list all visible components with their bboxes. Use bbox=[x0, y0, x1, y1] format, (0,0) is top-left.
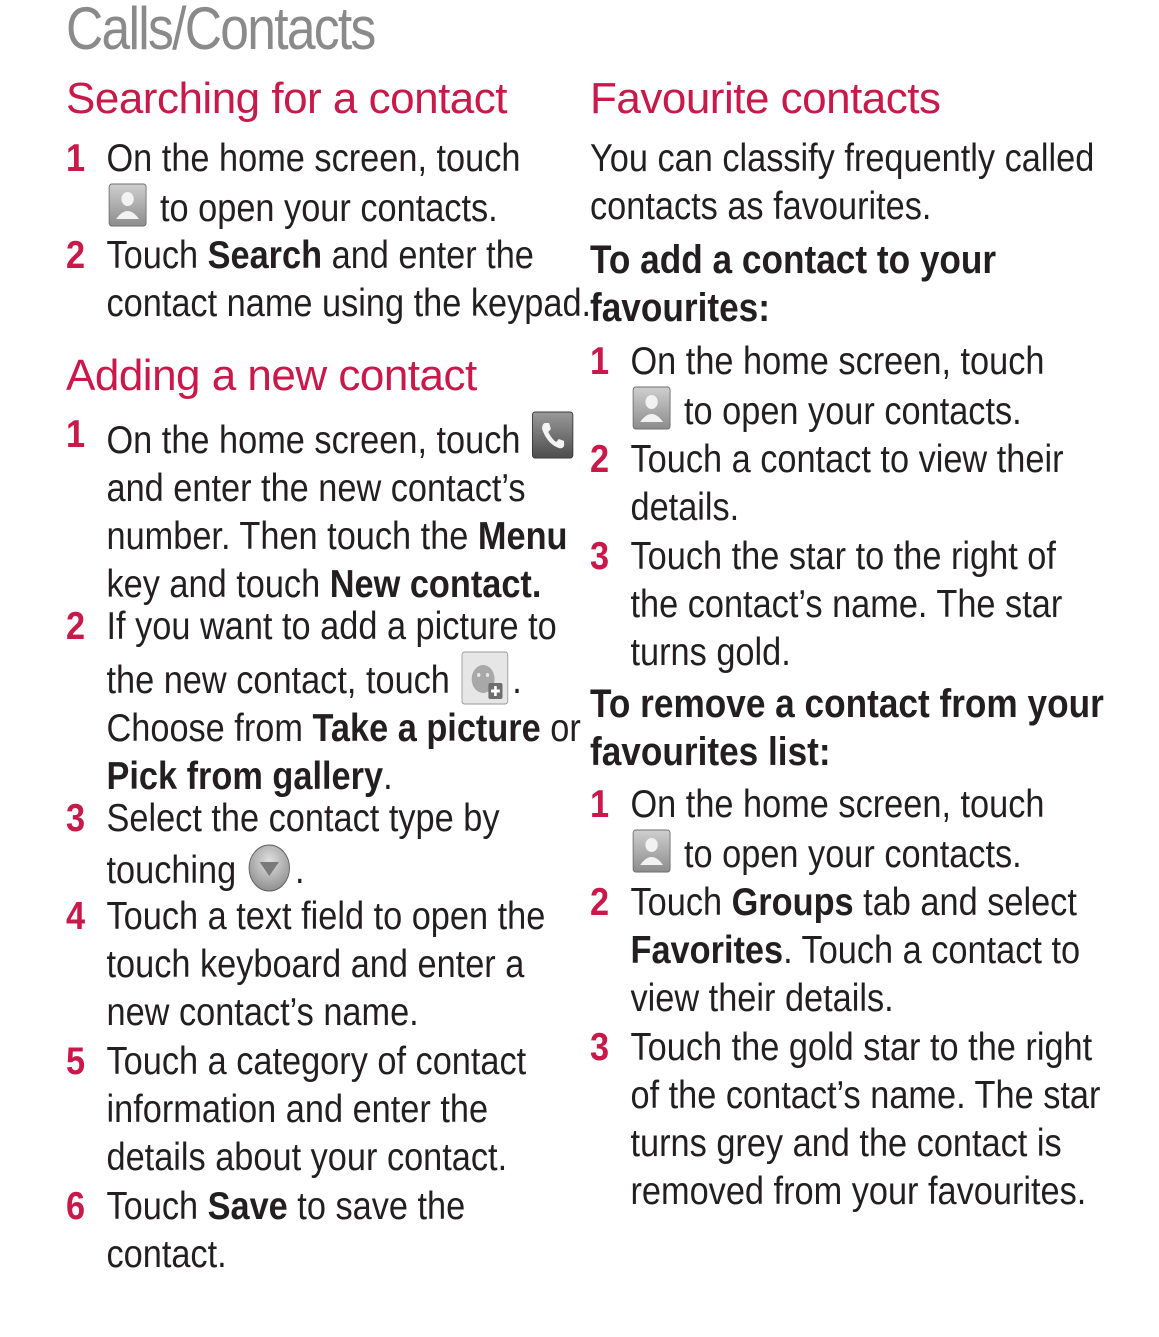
step-text: On the home screen, touch to open your contacts. bbox=[630, 783, 1045, 876]
step-number: 1 bbox=[590, 340, 610, 383]
step-number: 3 bbox=[66, 797, 86, 840]
step-text: Touch a text field to open the touch keyboard and enter a new contact’s name. bbox=[106, 895, 546, 1034]
step-number: 1 bbox=[66, 137, 86, 180]
add-picture-icon bbox=[461, 651, 509, 705]
step-number: 1 bbox=[590, 783, 610, 826]
contacts-icon bbox=[108, 183, 147, 227]
step-text: Touch a category of contact information and enter the details about your contact. bbox=[106, 1040, 527, 1179]
step-text: On the home screen, touch and enter the new contact’s number. Then touch the Menu key and touch New contact. bbox=[106, 411, 577, 609]
step-text: Touch Save to save the contact. bbox=[106, 1185, 466, 1276]
add-step-1 bbox=[66, 411, 578, 609]
fav-remove-step-1 bbox=[590, 781, 1044, 879]
step-number: 4 bbox=[66, 895, 86, 938]
favourites-heading: Favourite contacts bbox=[590, 74, 941, 123]
step-text: Select the contact type by touching . bbox=[106, 797, 500, 892]
step-text: Touch Search and enter the contact name using the keypad. bbox=[106, 234, 592, 325]
step-number: 2 bbox=[590, 881, 610, 924]
step-text: If you want to add a picture to the new contact, touch . Choose from Take a picture or Pick from gallery. bbox=[106, 605, 581, 798]
step-number: 2 bbox=[590, 438, 610, 481]
add-step-6 bbox=[66, 1183, 465, 1279]
add-favourites-subhead: To add a contact to your favourites: bbox=[590, 238, 997, 330]
step-number: 2 bbox=[66, 605, 86, 648]
fav-add-step-3 bbox=[590, 533, 1062, 677]
step-number: 1 bbox=[66, 413, 86, 456]
search-step-1 bbox=[66, 135, 520, 233]
step-text: On the home screen, touch to open your contacts. bbox=[106, 137, 521, 230]
step-text: On the home screen, touch to open your contacts. bbox=[630, 340, 1045, 433]
page-title: Calls/Contacts bbox=[66, 0, 375, 62]
step-text: Touch a contact to view their details. bbox=[630, 438, 1064, 529]
step-text: Touch the star to the right of the contact’s name. The star turns gold. bbox=[630, 535, 1063, 674]
adding-heading: Adding a new contact bbox=[66, 351, 477, 400]
step-number: 3 bbox=[590, 535, 610, 578]
fav-add-step-1 bbox=[590, 338, 1044, 436]
step-number: 5 bbox=[66, 1040, 86, 1083]
step-number: 3 bbox=[590, 1026, 610, 1069]
step-text: Touch Groups tab and select Favorites. Touch a contact to view their details. bbox=[630, 881, 1081, 1020]
remove-favourites-subhead: To remove a contact from your favourites list: bbox=[590, 682, 1104, 774]
step-text: Touch the gold star to the right of the contact’s name. The star turns grey and the contact is removed from your favourites. bbox=[630, 1026, 1101, 1213]
add-step-4 bbox=[66, 893, 545, 1037]
add-step-3 bbox=[66, 795, 499, 895]
favourites-intro: You can classify frequently called contacts as favourites. bbox=[590, 137, 1095, 228]
search-step-2 bbox=[66, 232, 591, 328]
fav-add-step-2 bbox=[590, 436, 1064, 532]
fav-remove-step-3 bbox=[590, 1024, 1100, 1216]
dropdown-icon bbox=[248, 843, 292, 893]
phone-icon bbox=[532, 411, 574, 459]
contacts-icon bbox=[632, 829, 671, 873]
searching-heading: Searching for a contact bbox=[66, 74, 507, 123]
step-number: 2 bbox=[66, 234, 86, 277]
contacts-icon bbox=[632, 386, 671, 430]
step-number: 6 bbox=[66, 1185, 86, 1228]
add-step-2 bbox=[66, 603, 581, 801]
add-step-5 bbox=[66, 1038, 526, 1182]
fav-remove-step-2 bbox=[590, 879, 1080, 1023]
